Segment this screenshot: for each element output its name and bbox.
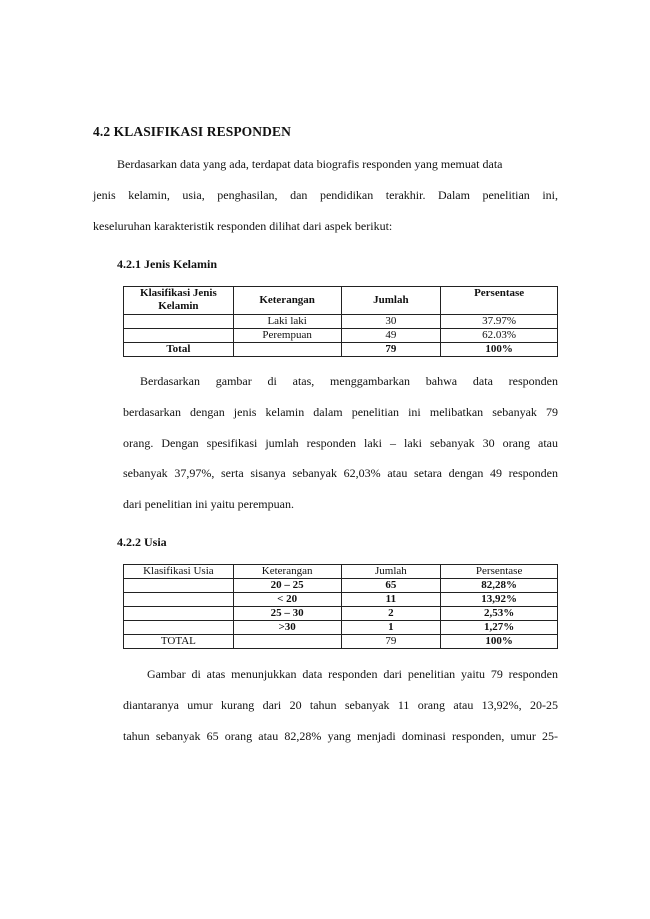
table-cell: 65	[341, 579, 441, 593]
table-cell: 30	[341, 315, 441, 329]
table-cell: 11	[341, 593, 441, 607]
intro-line-2: jenis kelamin, usia, penghasilan, dan pendidikan terakhir. Dalam penelitian ini,	[93, 188, 558, 202]
header-cell: Klasifikasi Usia	[124, 565, 234, 579]
header-cell: Keterangan	[233, 287, 341, 315]
header-cell: Keterangan	[233, 565, 341, 579]
age-table	[123, 564, 558, 649]
table-cell: Total	[124, 343, 234, 357]
table-cell: 79	[341, 635, 441, 649]
subsection-title-gender: 4.2.1 Jenis Kelamin	[117, 257, 218, 271]
table-cell	[124, 579, 234, 593]
header-cell: Klasifikasi Jenis Kelamin	[124, 287, 234, 315]
table-cell	[124, 315, 234, 329]
table-cell: Perempuan	[233, 329, 341, 343]
table-cell: 1,27%	[441, 621, 558, 635]
table-row	[124, 607, 558, 621]
table-cell: 2	[341, 607, 441, 621]
gender-text-1: Berdasarkan gambar di atas, menggambarkan bahwa data responden	[140, 374, 558, 388]
table-row	[124, 329, 558, 343]
table-total-row	[124, 343, 558, 357]
gender-text-2: berdasarkan dengan jenis kelamin dalam penelitian ini melibatkan sebanyak 79	[123, 405, 558, 419]
table-cell	[233, 635, 341, 649]
section-title: 4.2 KLASIFIKASI RESPONDEN	[93, 124, 291, 139]
table-row	[124, 315, 558, 329]
table-cell: 20 – 25	[233, 579, 341, 593]
table-cell: < 20	[233, 593, 341, 607]
header-cell: Jumlah	[341, 287, 441, 315]
age-text-3: tahun sebanyak 65 orang atau 82,28% yang menjadi dominasi responden, umur 25-	[123, 729, 558, 743]
table-cell	[124, 607, 234, 621]
table-cell: 100%	[441, 635, 558, 649]
age-text-2: diantaranya umur kurang dari 20 tahun sebanyak 11 orang atau 13,92%, 20-25	[123, 698, 558, 712]
intro-line-1: Berdasarkan data yang ada, terdapat data biografis responden yang memuat data	[117, 157, 503, 171]
header-cell: Jumlah	[341, 565, 441, 579]
table-row	[124, 579, 558, 593]
table-cell: 13,92%	[441, 593, 558, 607]
table-cell: 25 – 30	[233, 607, 341, 621]
gender-text-3: orang. Dengan spesifikasi jumlah responden laki – laki sebanyak 30 orang atau	[123, 436, 558, 450]
table-cell: >30	[233, 621, 341, 635]
table-cell: 62.03%	[441, 329, 558, 343]
gender-table-header	[124, 287, 558, 315]
subsection-title-age: 4.2.2 Usia	[117, 535, 167, 549]
table-cell: 37.97%	[441, 315, 558, 329]
header-cell: Persentase	[441, 565, 558, 579]
table-cell: Laki laki	[233, 315, 341, 329]
table-total-row	[124, 635, 558, 649]
table-cell: 100%	[441, 343, 558, 357]
gender-table	[123, 286, 558, 357]
table-cell: 79	[341, 343, 441, 357]
table-cell	[124, 593, 234, 607]
table-cell	[124, 329, 234, 343]
header-cell: Persentase	[441, 287, 558, 315]
table-row	[124, 593, 558, 607]
table-cell: 82,28%	[441, 579, 558, 593]
table-cell: 49	[341, 329, 441, 343]
table-row	[124, 621, 558, 635]
table-cell	[233, 343, 341, 357]
gender-text-4: sebanyak 37,97%, serta sisanya sebanyak 62,03% atau setara dengan 49 responden	[123, 466, 558, 480]
table-cell: 1	[341, 621, 441, 635]
age-text-1: Gambar di atas menunjukkan data responden dari penelitian yaitu 79 responden	[147, 667, 558, 681]
table-cell: 2,53%	[441, 607, 558, 621]
intro-line-3: keseluruhan karakteristik responden dilihat dari aspek berikut:	[93, 219, 393, 233]
table-cell: TOTAL	[124, 635, 234, 649]
gender-text-5: dari penelitian ini yaitu perempuan.	[123, 497, 294, 511]
table-cell	[124, 621, 234, 635]
age-table-header	[124, 565, 558, 579]
